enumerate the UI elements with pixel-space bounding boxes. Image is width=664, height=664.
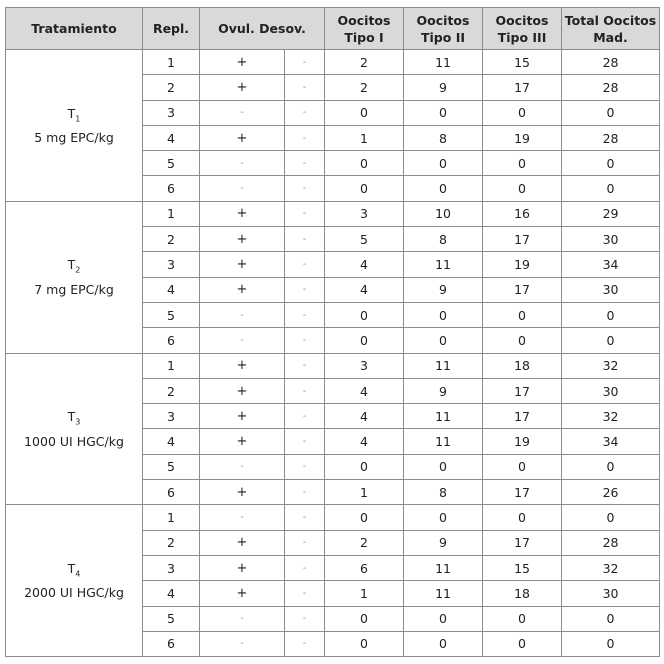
spawning-cell: -	[285, 606, 325, 631]
treatment-dose: 2000 UI HGC/kg	[24, 585, 124, 601]
oocitos-tipo-3-cell: 0	[483, 302, 562, 327]
repl-cell: 4	[143, 581, 200, 606]
header-tipo-3: Oocitos Tipo III	[483, 8, 562, 50]
ovulation-cell: +	[200, 530, 285, 555]
ovulation-cell: -	[200, 151, 285, 176]
spawning-cell: -	[285, 353, 325, 378]
repl-cell: 2	[143, 378, 200, 403]
oocitos-tipo-1-cell: 1	[325, 125, 404, 150]
total-oocitos-cell: 0	[562, 100, 660, 125]
oocitos-tipo-2-cell: 0	[404, 328, 483, 353]
repl-cell: 3	[143, 252, 200, 277]
treatment-subscript: 4	[75, 569, 81, 579]
spawning-cell: -	[285, 555, 325, 580]
header-total: Total Oocitos Mad.	[562, 8, 660, 50]
oocitos-tipo-1-cell: 0	[325, 328, 404, 353]
oocitos-tipo-2-cell: 11	[404, 353, 483, 378]
repl-cell: 4	[143, 429, 200, 454]
spawning-cell: -	[285, 454, 325, 479]
spawning-cell: -	[285, 50, 325, 75]
treatment-name: T	[67, 560, 76, 576]
oocitos-tipo-2-cell: 8	[404, 227, 483, 252]
repl-cell: 6	[143, 176, 200, 201]
treatment-subscript: 2	[75, 265, 81, 275]
ovulation-cell: +	[200, 201, 285, 226]
ovulation-cell: +	[200, 353, 285, 378]
oocitos-tipo-2-cell: 9	[404, 530, 483, 555]
ovulation-cell: +	[200, 125, 285, 150]
repl-cell: 2	[143, 75, 200, 100]
oocitos-tipo-2-cell: 0	[404, 176, 483, 201]
oocitos-tipo-3-cell: 15	[483, 555, 562, 580]
oocitos-tipo-1-cell: 0	[325, 176, 404, 201]
treatment-name: T	[67, 105, 76, 121]
oocitos-tipo-1-cell: 0	[325, 151, 404, 176]
oocitos-tipo-3-cell: 17	[483, 277, 562, 302]
oocitos-tipo-1-cell: 0	[325, 631, 404, 656]
repl-cell: 6	[143, 328, 200, 353]
total-oocitos-cell: 28	[562, 530, 660, 555]
spawning-cell: -	[285, 429, 325, 454]
total-oocitos-cell: 34	[562, 429, 660, 454]
table-row	[6, 353, 660, 378]
table-row	[6, 505, 660, 530]
total-oocitos-cell: 28	[562, 75, 660, 100]
total-oocitos-cell: 0	[562, 505, 660, 530]
total-oocitos-cell: 34	[562, 252, 660, 277]
ovulation-cell: +	[200, 480, 285, 505]
header-tipo-2: Oocitos Tipo II	[404, 8, 483, 50]
ovulation-cell: -	[200, 328, 285, 353]
treatment-dose: 7 mg EPC/kg	[34, 281, 114, 297]
repl-cell: 6	[143, 631, 200, 656]
oocitos-tipo-2-cell: 0	[404, 606, 483, 631]
total-oocitos-cell: 0	[562, 454, 660, 479]
oocitos-tipo-2-cell: 0	[404, 631, 483, 656]
oocitos-tipo-3-cell: 16	[483, 201, 562, 226]
oocitos-tipo-2-cell: 0	[404, 100, 483, 125]
spawning-cell: -	[285, 404, 325, 429]
total-oocitos-cell: 0	[562, 302, 660, 327]
header-ovul-desov: Ovul. Desov.	[200, 8, 325, 50]
oocitos-tipo-1-cell: 4	[325, 277, 404, 302]
treatment-cell	[6, 201, 143, 353]
spawning-cell: -	[285, 581, 325, 606]
oocitos-tipo-1-cell: 4	[325, 404, 404, 429]
oocitos-tipo-3-cell: 19	[483, 252, 562, 277]
oocitos-tipo-3-cell: 17	[483, 530, 562, 555]
oocitos-tipo-1-cell: 4	[325, 378, 404, 403]
spawning-cell: -	[285, 378, 325, 403]
ovulation-cell: +	[200, 404, 285, 429]
header-tratamiento: Tratamiento	[6, 8, 143, 50]
ovulation-cell: -	[200, 606, 285, 631]
repl-cell: 5	[143, 302, 200, 327]
total-oocitos-cell: 0	[562, 151, 660, 176]
oocitos-tipo-2-cell: 9	[404, 378, 483, 403]
treatment-name: T	[67, 409, 76, 425]
repl-cell: 5	[143, 151, 200, 176]
ovulation-cell: -	[200, 302, 285, 327]
spawning-cell: -	[285, 227, 325, 252]
ovulation-cell: +	[200, 75, 285, 100]
oocitos-tipo-3-cell: 17	[483, 75, 562, 100]
oocitos-tipo-3-cell: 0	[483, 505, 562, 530]
total-oocitos-cell: 0	[562, 328, 660, 353]
repl-cell: 2	[143, 227, 200, 252]
oocitos-tipo-3-cell: 17	[483, 378, 562, 403]
oocitos-tipo-2-cell: 11	[404, 50, 483, 75]
oocitos-tipo-3-cell: 17	[483, 480, 562, 505]
oocitos-tipo-1-cell: 0	[325, 505, 404, 530]
ovulation-cell: -	[200, 100, 285, 125]
oocitos-tipo-3-cell: 15	[483, 50, 562, 75]
treatment-subscript: 1	[75, 114, 81, 124]
treatment-dose: 1000 UI HGC/kg	[24, 433, 124, 449]
total-oocitos-cell: 26	[562, 480, 660, 505]
oocitos-tipo-2-cell: 0	[404, 454, 483, 479]
total-oocitos-cell: 29	[562, 201, 660, 226]
oocitos-tipo-3-cell: 0	[483, 631, 562, 656]
oocitos-tipo-2-cell: 10	[404, 201, 483, 226]
repl-cell: 3	[143, 100, 200, 125]
treatment-cell	[6, 50, 143, 202]
oocitos-tipo-1-cell: 5	[325, 227, 404, 252]
ovulation-cell: +	[200, 555, 285, 580]
oocitos-tipo-1-cell: 1	[325, 480, 404, 505]
header-row	[6, 8, 660, 50]
total-oocitos-cell: 32	[562, 404, 660, 429]
spawning-cell: -	[285, 302, 325, 327]
total-oocitos-cell: 0	[562, 176, 660, 201]
spawning-cell: -	[285, 277, 325, 302]
ovulation-cell: +	[200, 581, 285, 606]
treatment-cell	[6, 353, 143, 505]
repl-cell: 1	[143, 353, 200, 378]
repl-cell: 4	[143, 125, 200, 150]
oocitos-tipo-3-cell: 0	[483, 151, 562, 176]
oocitos-tipo-1-cell: 4	[325, 429, 404, 454]
repl-cell: 4	[143, 277, 200, 302]
repl-cell: 3	[143, 555, 200, 580]
repl-cell: 5	[143, 454, 200, 479]
oocitos-tipo-2-cell: 8	[404, 125, 483, 150]
oocitos-tipo-2-cell: 11	[404, 252, 483, 277]
oocitos-tipo-3-cell: 19	[483, 429, 562, 454]
repl-cell: 6	[143, 480, 200, 505]
oocitos-tipo-1-cell: 0	[325, 454, 404, 479]
ovulation-cell: -	[200, 631, 285, 656]
table-body	[6, 50, 660, 657]
oocitos-tipo-2-cell: 11	[404, 404, 483, 429]
oocitos-tipo-1-cell: 6	[325, 555, 404, 580]
oocitos-tipo-2-cell: 11	[404, 581, 483, 606]
ovulation-cell: +	[200, 429, 285, 454]
repl-cell: 1	[143, 505, 200, 530]
ovulation-cell: -	[200, 176, 285, 201]
oocitos-tipo-2-cell: 11	[404, 555, 483, 580]
oocitos-tipo-1-cell: 0	[325, 302, 404, 327]
oocitos-tipo-2-cell: 9	[404, 277, 483, 302]
ovulation-cell: -	[200, 454, 285, 479]
repl-cell: 1	[143, 201, 200, 226]
ovulation-cell: +	[200, 50, 285, 75]
treatment-subscript: 3	[75, 417, 81, 427]
spawning-cell: -	[285, 75, 325, 100]
spawning-cell: -	[285, 176, 325, 201]
ovulation-cell: +	[200, 252, 285, 277]
total-oocitos-cell: 0	[562, 606, 660, 631]
header-repl: Repl.	[143, 8, 200, 50]
spawning-cell: -	[285, 480, 325, 505]
table-row	[6, 50, 660, 75]
oocitos-tipo-3-cell: 0	[483, 100, 562, 125]
oocitos-tipo-2-cell: 0	[404, 302, 483, 327]
table-row	[6, 201, 660, 226]
treatment-cell	[6, 505, 143, 657]
total-oocitos-cell: 30	[562, 581, 660, 606]
spawning-cell: -	[285, 201, 325, 226]
oocitos-tipo-1-cell: 2	[325, 75, 404, 100]
oocitos-tipo-3-cell: 17	[483, 227, 562, 252]
header-tipo-1: Oocitos Tipo I	[325, 8, 404, 50]
ovulation-cell: +	[200, 227, 285, 252]
oocitos-tipo-3-cell: 0	[483, 454, 562, 479]
oocitos-tipo-2-cell: 0	[404, 505, 483, 530]
oocitos-tipo-1-cell: 2	[325, 50, 404, 75]
spawning-cell: -	[285, 631, 325, 656]
spawning-cell: -	[285, 252, 325, 277]
oocitos-tipo-3-cell: 19	[483, 125, 562, 150]
treatment-dose: 5 mg EPC/kg	[34, 130, 114, 146]
total-oocitos-cell: 30	[562, 277, 660, 302]
oocitos-tipo-3-cell: 0	[483, 606, 562, 631]
oocitos-tipo-3-cell: 17	[483, 404, 562, 429]
spawning-cell: -	[285, 530, 325, 555]
oocitos-tipo-2-cell: 0	[404, 151, 483, 176]
oocitos-tipo-1-cell: 3	[325, 353, 404, 378]
oocitos-tipo-3-cell: 18	[483, 353, 562, 378]
oocitos-tipo-3-cell: 18	[483, 581, 562, 606]
total-oocitos-cell: 30	[562, 378, 660, 403]
oocitos-tipo-2-cell: 9	[404, 75, 483, 100]
total-oocitos-cell: 28	[562, 50, 660, 75]
oocitos-tipo-1-cell: 2	[325, 530, 404, 555]
total-oocitos-cell: 30	[562, 227, 660, 252]
repl-cell: 1	[143, 50, 200, 75]
oocitos-tipo-1-cell: 0	[325, 606, 404, 631]
oocitos-tipo-1-cell: 1	[325, 581, 404, 606]
total-oocitos-cell: 32	[562, 555, 660, 580]
oocitos-tipo-3-cell: 0	[483, 328, 562, 353]
oocitos-tipo-2-cell: 11	[404, 429, 483, 454]
results-table	[5, 7, 660, 657]
oocitos-tipo-2-cell: 8	[404, 480, 483, 505]
treatment-name: T	[67, 257, 76, 273]
oocitos-tipo-3-cell: 0	[483, 176, 562, 201]
ovulation-cell: +	[200, 277, 285, 302]
repl-cell: 2	[143, 530, 200, 555]
repl-cell: 3	[143, 404, 200, 429]
spawning-cell: -	[285, 125, 325, 150]
total-oocitos-cell: 32	[562, 353, 660, 378]
total-oocitos-cell: 28	[562, 125, 660, 150]
oocitos-tipo-1-cell: 0	[325, 100, 404, 125]
oocitos-tipo-1-cell: 3	[325, 201, 404, 226]
repl-cell: 5	[143, 606, 200, 631]
oocitos-tipo-1-cell: 4	[325, 252, 404, 277]
spawning-cell: -	[285, 100, 325, 125]
spawning-cell: -	[285, 505, 325, 530]
total-oocitos-cell: 0	[562, 631, 660, 656]
spawning-cell: -	[285, 328, 325, 353]
ovulation-cell: -	[200, 505, 285, 530]
spawning-cell: -	[285, 151, 325, 176]
ovulation-cell: +	[200, 378, 285, 403]
